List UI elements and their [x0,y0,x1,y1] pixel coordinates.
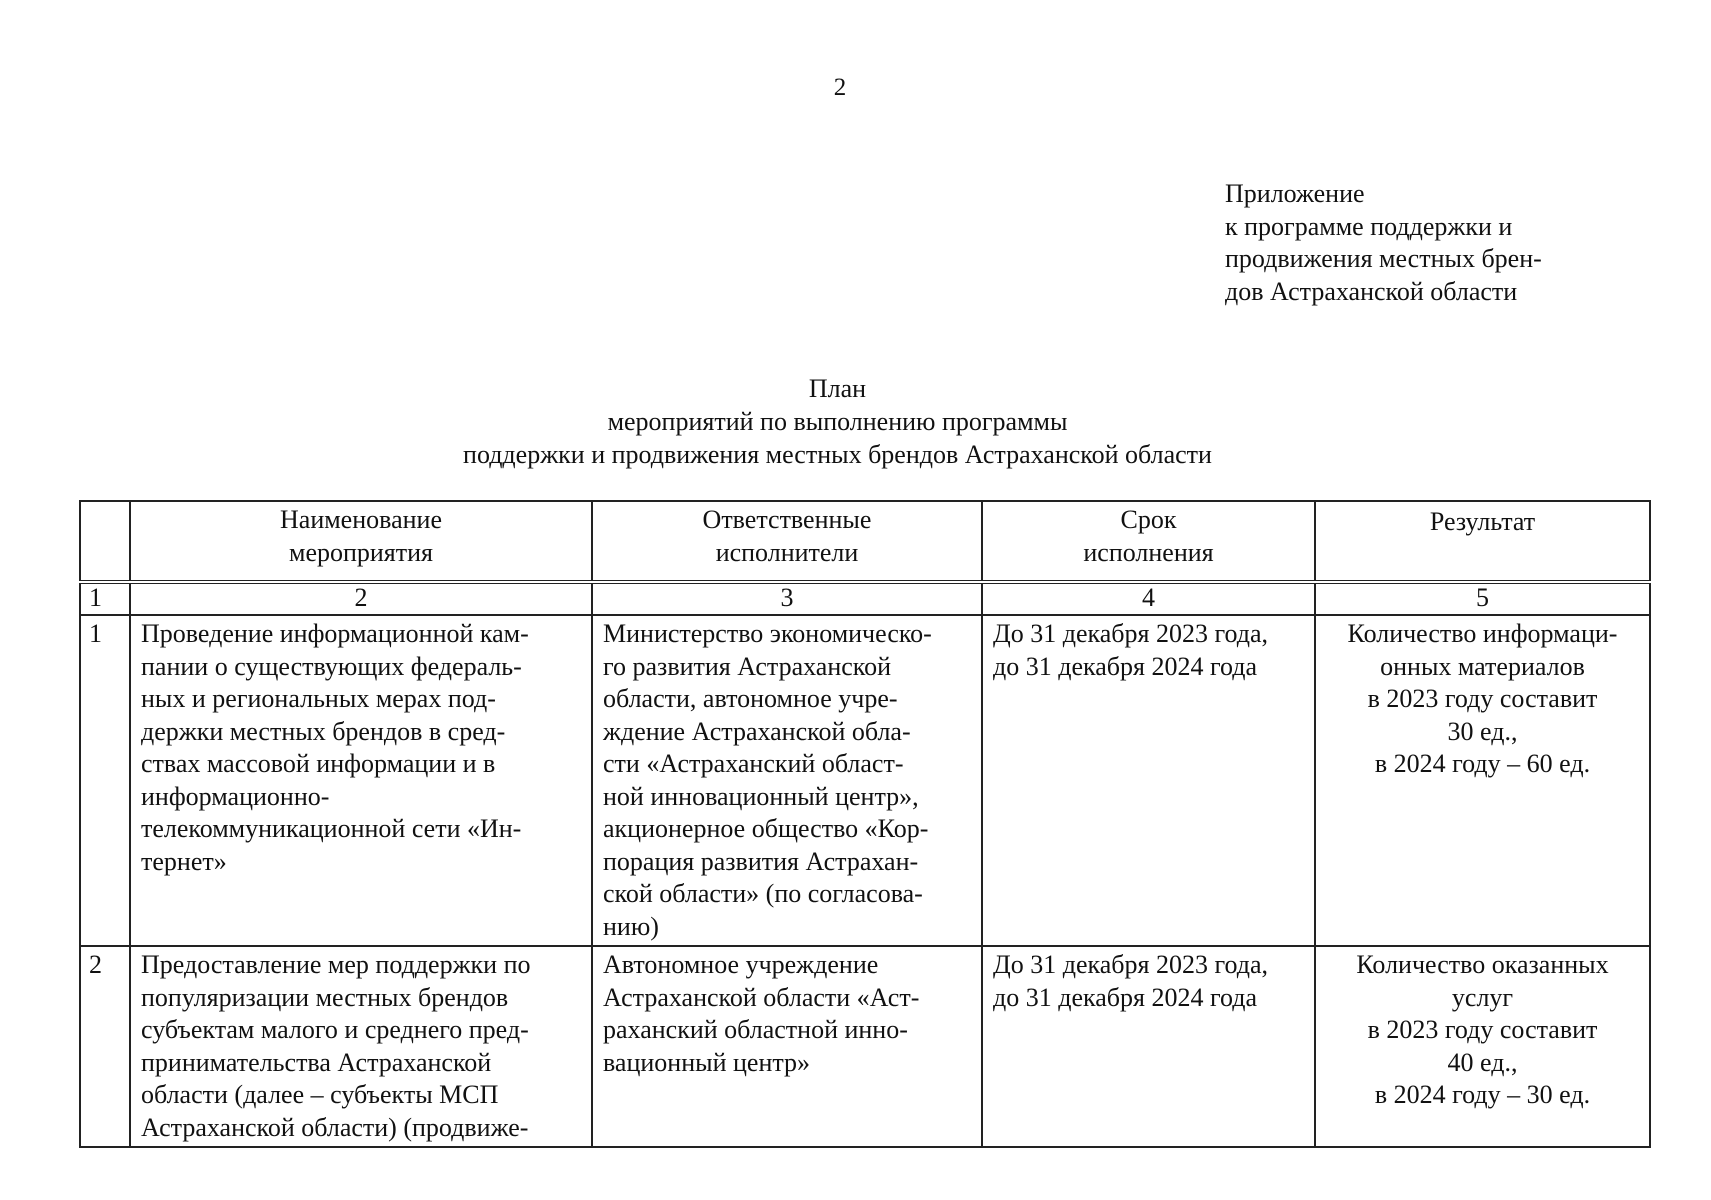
cell-line: до 31 декабря 2024 года [993,651,1257,681]
header-text: Срок [1120,505,1177,534]
cell-line: в 2023 году составит [1367,684,1598,713]
executors-cell [592,615,982,946]
cell-line: ствах массовой информации и в [141,749,496,778]
plan-table [79,500,1651,1148]
cell-line: услуг [1451,982,1514,1012]
header-cell-executors [592,501,982,582]
column-number: 5 [1315,582,1650,615]
cell-line: 40 ед., [1447,1047,1518,1077]
plan-title-line: поддержки и продвижения местных брендов Астраханской области [463,440,1212,469]
cell-line: ждение Астраханской обла- [603,716,911,746]
header-text: Результат [1429,507,1536,536]
cell-line: Проведение информационной кам- [141,619,529,648]
cell-line: информационно- [141,781,330,811]
header-cell-num [80,501,130,582]
header-cell-deadline [982,501,1315,582]
cell-line: Предоставление мер поддержки по [141,950,531,979]
cell-line: Количество информаци- [1347,619,1618,648]
cell-line: онных материалов [1380,651,1585,681]
cell-line: Министерство экономическо- [603,619,932,648]
cell-line: пании о существующих федераль- [141,651,522,681]
cell-line: Астраханской области) (продвиже- [141,1112,529,1142]
cell-line: Автономное учреждение [603,950,879,979]
plan-title-line: План [808,374,867,403]
appendix-note [1225,178,1542,308]
cell-line: До 31 декабря 2023 года, [993,950,1269,979]
column-number: 3 [592,582,982,615]
executors-cell [592,946,982,1147]
table-row [80,946,1650,1147]
cell-line: популяризации местных брендов [141,982,509,1012]
cell-line: сти «Астраханский област- [603,749,904,778]
cell-line: принимательства Астраханской [141,1047,492,1077]
column-numbers-row [80,582,1650,615]
column-number: 1 [80,582,130,615]
row-number: 1 [80,615,130,946]
header-text: Ответственные [702,505,872,534]
plan-title-line: мероприятий по выполнению программы [607,407,1068,436]
cell-line: вационный центр» [603,1047,811,1077]
cell-line: 30 ед., [1447,716,1518,746]
column-number: 4 [982,582,1315,615]
cell-line: раханский областной инно- [603,1015,908,1044]
cell-line: области (далее – субъекты МСП [141,1080,499,1109]
cell-line: акционерное общество «Кор- [603,814,929,843]
header-text: исполнения [1083,537,1214,567]
cell-line: в 2024 году – 30 ед. [1374,1080,1591,1109]
cell-line: в 2023 году составит [1367,1015,1598,1044]
cell-line: нию) [603,911,659,941]
cell-line: го развития Астраханской [603,651,892,681]
table-header-row [80,501,1650,582]
result-cell [1315,946,1650,1147]
cell-line: телекоммуникационной сети «Ин- [141,814,522,843]
cell-line: Астраханской области «Аст- [603,982,920,1012]
header-text: Наименование [280,505,442,534]
cell-line: тернет» [141,846,227,876]
cell-line: в 2024 году – 60 ед. [1374,749,1591,778]
cell-line: До 31 декабря 2023 года, [993,619,1269,648]
cell-line: ных и региональных мерах под- [141,684,496,713]
appendix-line: дов Астраханской области [1225,276,1518,306]
activity-name-cell [130,615,592,946]
cell-line: ной инновационный центр», [603,781,919,811]
header-text: мероприятия [288,537,433,567]
appendix-line: к программе поддержки и [1225,211,1513,241]
cell-line: области, автономное учре- [603,684,898,713]
appendix-line: Приложение [1225,179,1365,208]
row-number: 2 [80,946,130,1147]
plan-title [0,372,1675,471]
cell-line: до 31 декабря 2024 года [993,982,1257,1012]
cell-line: держки местных брендов в сред- [141,716,506,746]
activity-name-cell [130,946,592,1147]
cell-line: порация развития Астрахан- [603,846,919,876]
header-cell-name [130,501,592,582]
deadline-cell [982,946,1315,1147]
page-number: 2 [833,74,847,101]
cell-line: Количество оказанных [1356,950,1609,979]
table-row [80,615,1650,946]
appendix-line: продвижения местных брен- [1225,244,1542,273]
cell-line: субъектам малого и среднего пред- [141,1015,529,1044]
deadline-cell [982,615,1315,946]
header-cell-result [1315,501,1650,582]
cell-line: ской области» (по согласова- [603,879,923,908]
header-text: исполнители [715,537,859,567]
result-cell [1315,615,1650,946]
column-number: 2 [130,582,592,615]
